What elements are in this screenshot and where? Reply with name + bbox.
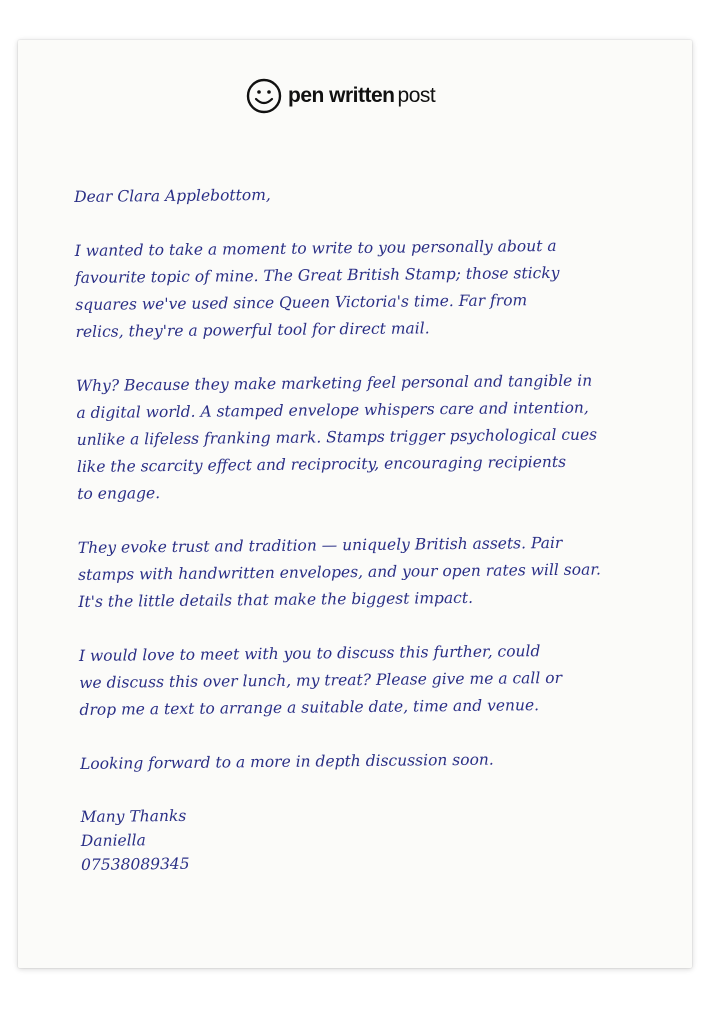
salutation: Dear Clara Applebottom, (74, 185, 271, 206)
letter-line: to engage. (77, 484, 161, 503)
letter-line: we discuss this over lunch, my treat? Please give me a call or (79, 668, 563, 692)
letter-line: favourite topic of mine. The Great British Stamp; those sticky (74, 263, 560, 287)
paragraph-2 (76, 367, 657, 508)
letter-line: It's the little details that make the biggest impact. (78, 588, 474, 611)
phone-number: 07538089345 (81, 854, 190, 874)
paragraph-4 (79, 637, 660, 724)
letter-line: stamps with handwritten envelopes, and your open rates will soar. (78, 560, 602, 584)
letter-line: relics, they're a powerful tool for direct mail. (75, 319, 430, 341)
letter-line: I wanted to take a moment to write to you personally about a (74, 236, 557, 260)
logo-text-light: post (397, 84, 436, 107)
smiley-face-icon (244, 76, 284, 116)
letter-line: like the scarcity effect and reciprocity, encouraging recipients (76, 452, 567, 476)
pen-written-post-logo (244, 74, 435, 118)
letter-line: squares we've used since Queen Victoria's time. Far from (75, 291, 528, 314)
paragraph-3 (78, 529, 659, 616)
handwritten-letter (74, 178, 661, 877)
letter-line: Why? Because they make marketing feel personal and tangible in (76, 371, 593, 395)
letter-line: a digital world. A stamped envelope whispers care and intention, (76, 398, 589, 422)
letter-line: drop me a text to arrange a suitable date, time and venue. (79, 696, 540, 719)
signature-name: Daniella (80, 831, 146, 850)
letter-line: unlike a lifeless franking mark. Stamps trigger psychological cues (76, 425, 598, 449)
paragraph-1 (75, 232, 656, 346)
logo-wordmark (288, 84, 435, 108)
signoff: Many Thanks (80, 806, 187, 826)
logo-text-bold: pen written (288, 84, 395, 107)
letter-line: Looking forward to a more in depth discussion soon. (79, 750, 494, 773)
letter-closing (81, 799, 662, 877)
letter-line: They evoke trust and tradition — uniquely British assets. Pair (77, 533, 563, 557)
paragraph-5 (80, 745, 660, 778)
letter-line: I would love to meet with you to discuss this further, could (78, 642, 541, 665)
